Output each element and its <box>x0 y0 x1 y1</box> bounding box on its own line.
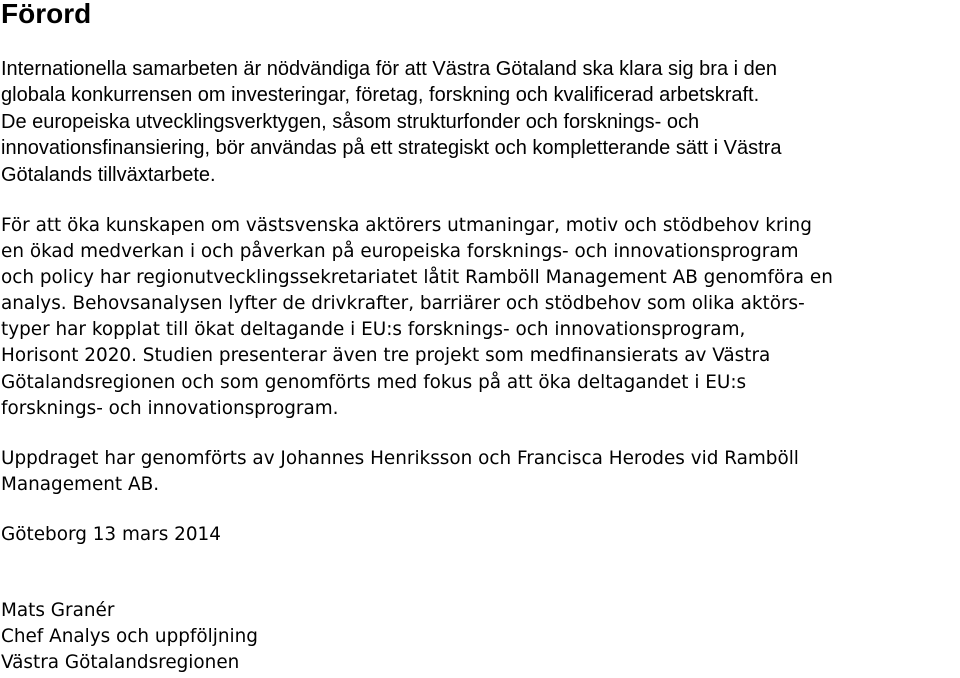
assignment-paragraph <box>1 446 799 498</box>
text-line: globala konkurrensen om investeringar, företag, forskning och kvalificerad arbetskraft. <box>1 84 760 107</box>
study-paragraph <box>1 213 833 422</box>
text-line: Uppdraget har genomförts av Johannes Henriksson och Francisca Herodes vid Ramböll <box>1 448 799 469</box>
signature-name: Mats Granér <box>1 600 115 621</box>
text-line: Internationella samarbeten är nödvändiga för att Västra Götaland ska klara sig bra i den <box>1 58 778 80</box>
text-line: forsknings- och innovationsprogram. <box>1 397 339 419</box>
text-line: en ökad medverkan i och påverkan på europeiska forsknings- och innovationsprogram <box>1 241 799 263</box>
text-line: Horisont 2020. Studien presenterar även tre projekt som medfinansierats av Västra <box>1 345 771 367</box>
signature-organization: Västra Götalandsregionen <box>1 652 240 674</box>
page-title: Förord <box>1 0 92 29</box>
place-date <box>1 522 221 548</box>
text-line: Management AB. <box>1 474 160 496</box>
text-line: och policy har regionutvecklingssekretariatet låtit Ramböll Management AB genomföra en <box>1 267 833 289</box>
signature-role: Chef Analys och uppföljning <box>1 626 258 648</box>
text-line: Götalands tillväxtarbete. <box>1 163 216 186</box>
intro-paragraph <box>1 56 781 188</box>
text-line: typer har kopplat till ökat deltagande i EU:s forsknings- och innovationsprogram, <box>1 319 746 341</box>
text-line: analys. Behovsanalysen lyfter de drivkrafter, barriärer och stödbehov som olika aktörs- <box>1 293 805 315</box>
text-line: innovationsfinansiering, bör användas på ett strategiskt och kompletterande sätt i Västra <box>1 137 782 160</box>
signature-block <box>1 598 258 676</box>
text-line: För att öka kunskapen om västsvenska aktörers utmaningar, motiv och stödbehov kring <box>1 215 812 236</box>
place-date-text: Göteborg 13 mars 2014 <box>1 524 221 545</box>
text-line: Götalandsregionen och som genomförts med fokus på att öka deltagandet i EU:s <box>1 371 747 393</box>
text-line: De europeiska utvecklingsverktygen, såsom strukturfonder och forsknings- och <box>1 110 700 133</box>
